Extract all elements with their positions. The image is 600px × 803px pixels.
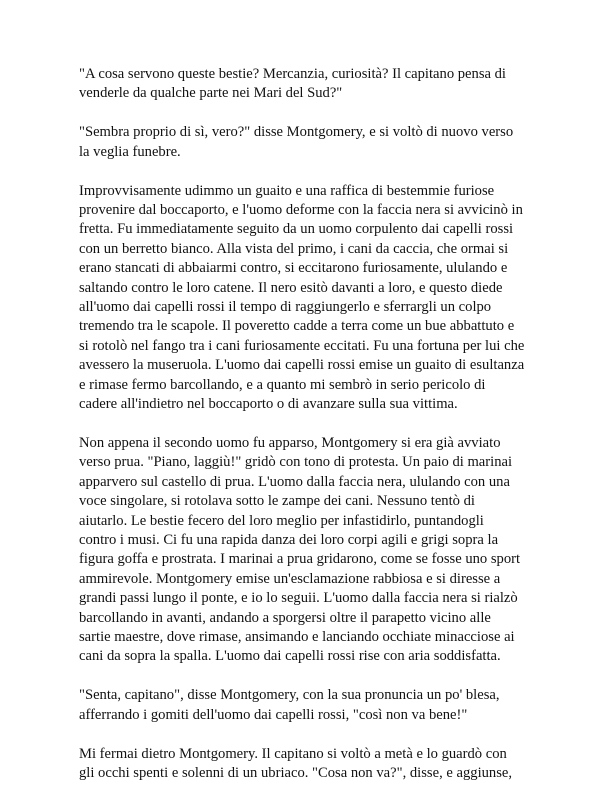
text-line: all'uomo dai capelli rossi il tempo di raggiungerlo e sferrargli un colpo [79,299,492,316]
text-line: cani da sopra la spalla. L'uomo dai capelli rossi rise con aria soddisfatta. [79,648,501,665]
text-line: provenire dal boccaporto, e l'uomo deforme con la faccia nera si avvicinò in [79,202,523,219]
paragraph-6 [79,745,539,784]
paragraph-5 [79,686,539,725]
text-line: Non appena il secondo uomo fu apparso, Montgomery si era già avviato [79,435,501,451]
text-line: afferrando i gomiti dell'uomo dai capelli rossi, "così non va bene!" [79,706,468,723]
text-line: cadere all'indietro nel boccaporto o di avanzare sulla sua vittima. [79,396,458,413]
text-line: ammirevole. Montgomery emise un'esclamazione rabbiosa e si diresse a [79,570,501,587]
paragraph-2 [79,123,539,162]
text-line: aiutarlo. Le bestie fecero del loro meglio per infastidirlo, puntandogli [79,512,484,529]
text-line: con un berretto bianco. Alla vista del primo, i cani da caccia, che ormai si [79,240,509,257]
text-line: avessero la museruola. L'uomo dai capelli rossi emise un guaito di esultanza [79,357,525,374]
text-line: Mi fermai dietro Montgomery. Il capitano si voltò a metà e lo guardò con [79,745,507,762]
paragraph-3 [79,182,539,415]
text-line: e rimase fermo barcollando, e a quanto mi sembrò in serio pericolo di [79,376,486,393]
text-line: Improvvisamente udimmo un guaito e una raffica di bestemmie furiose [79,182,495,199]
text-column [79,65,539,803]
text-line: erano stancati di abbaiarmi contro, si eccitarono furiosamente, ululando e [79,260,508,277]
text-line: fretta. Fu immediatamente seguito da un uomo corpulento dai capelli rossi [79,221,514,238]
text-line: verso prua. "Piano, laggiù!" gridò con tono di protesta. Un paio di marinai [79,454,513,471]
text-line: contro i musi. Ci fu una rapida danza dei loro corpi agili e grigi sopra la [79,532,499,549]
text-line: grandi passi lungo il ponte, e io lo seguii. L'uomo dalla faccia nera si rialzò [79,590,518,607]
text-line: sartie maestre, dove rimase, ansimando e lanciando occhiate minacciose ai [79,629,515,646]
text-line: apparvero sul castello di prua. L'uomo dalla faccia nera, ululando con una [79,473,510,490]
text-line: barcollando in avanti, andando a sporgersi oltre il parapetto vicino alle [79,609,491,626]
text-line: "Sembra proprio di sì, vero?" disse Montgomery, e si voltò di nuovo verso [79,124,514,141]
text-line: saltando contro le loro catene. Il nero esitò davanti a loro, e questo diede [79,279,503,296]
text-line: figura goffa e prostrata. I marinai a prua gridarono, come se fosse uno sport [79,551,521,568]
paragraph-4 [79,434,539,667]
text-line: si rotolò nel fango tra i cani furiosamente eccitati. Fu una fortuna per lui che [79,337,525,354]
text-line: tremendo tra le scapole. Il poveretto cadde a terra come un bue abbattuto e [79,318,515,335]
paragraph-1 [79,65,539,104]
text-line: la veglia funebre. [79,143,181,160]
text-line: "A cosa servono queste bestie? Mercanzia, curiosità? Il capitano pensa di [79,66,506,82]
text-line: "Senta, capitano", disse Montgomery, con la sua pronuncia un po' blesa, [79,687,500,704]
text-line: venderle da qualche parte nei Mari del Sud?" [79,85,343,102]
text-line: gli occhi spenti e solenni di un ubriaco. "Cosa non va?", disse, e aggiunse, [79,765,513,782]
text-line: voce singolare, si rotolava sotto le zampe dei cani. Nessuno tentò di [79,493,475,510]
